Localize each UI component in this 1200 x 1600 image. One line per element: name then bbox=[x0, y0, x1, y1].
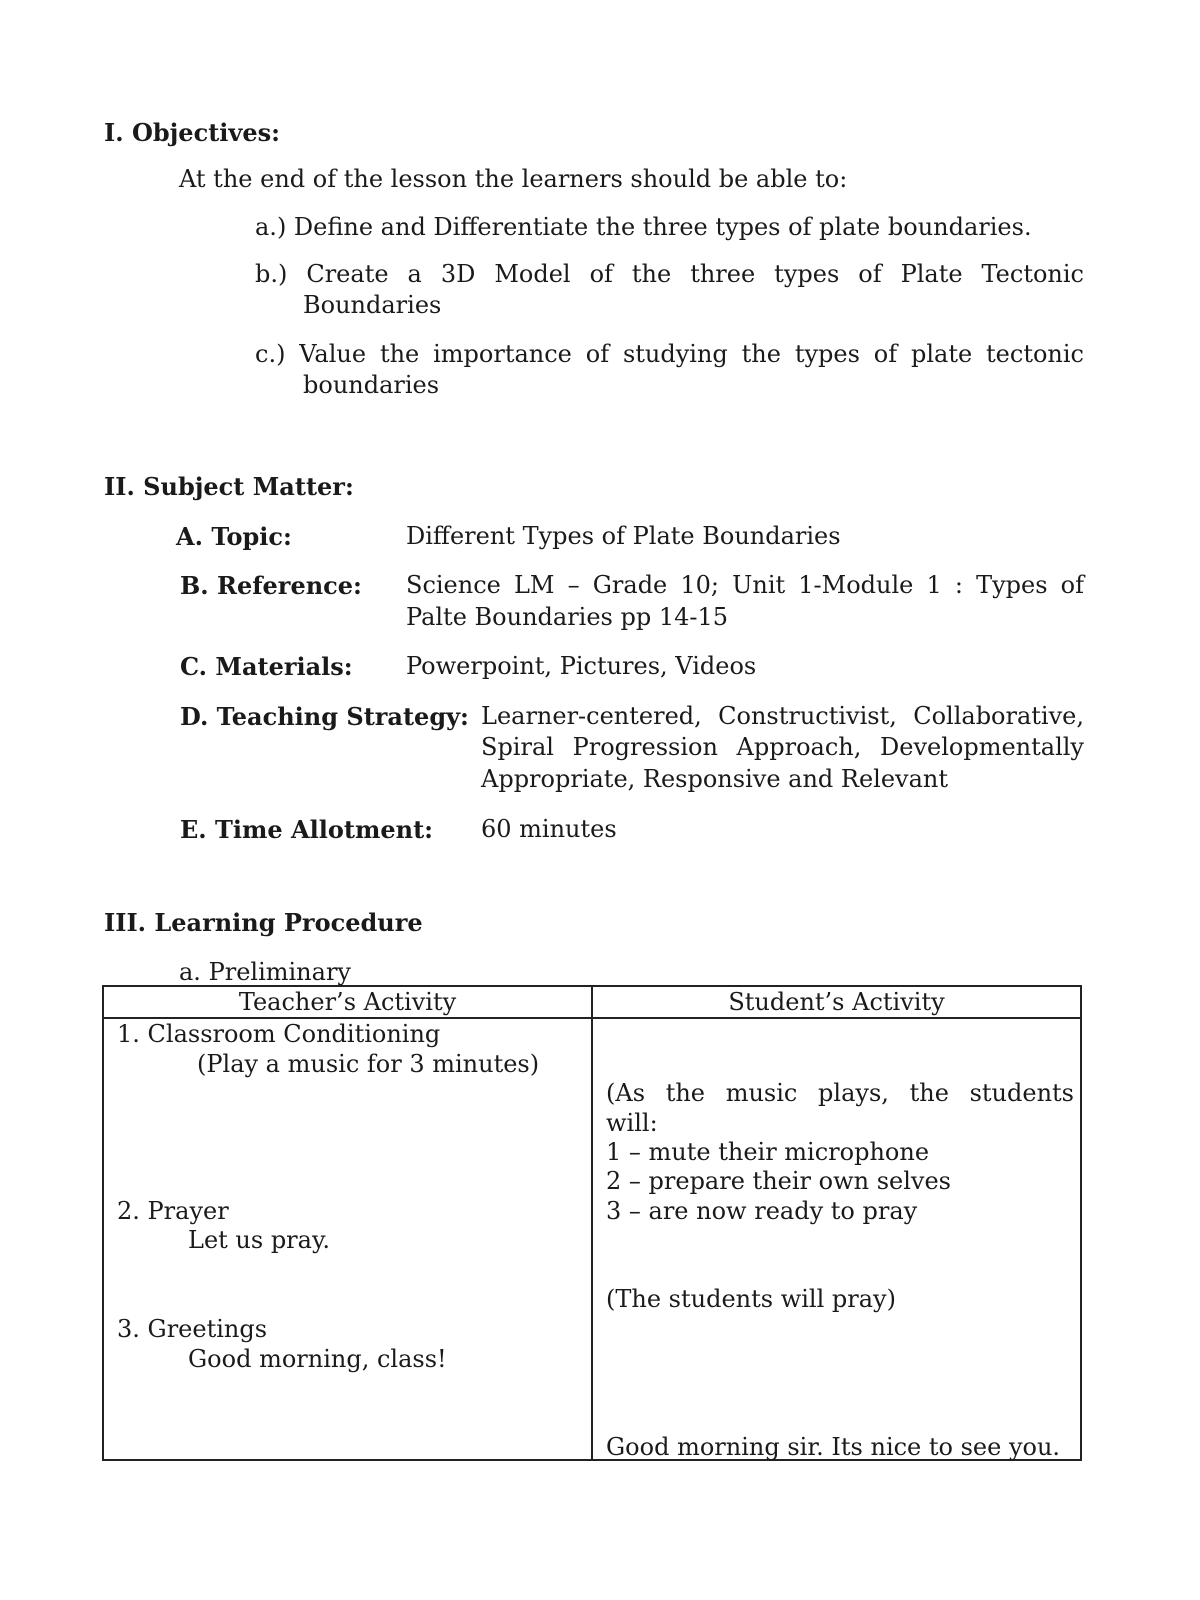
objectives-intro: At the end of the lesson the learners should be able to: bbox=[179, 165, 848, 193]
teaching-strategy-value: Learner-centered, Constructivist, Collaborative, bbox=[481, 702, 1084, 730]
objective-c-continued: boundaries bbox=[303, 371, 440, 399]
teaching-strategy-value-line3: Appropriate, Responsive and Relevant bbox=[481, 765, 949, 793]
reference-value-continued: Palte Boundaries pp 14-15 bbox=[406, 603, 729, 631]
topic-label: A. Topic: bbox=[176, 522, 292, 551]
objectives-heading: I. Objectives: bbox=[104, 118, 280, 147]
time-allotment-label: E. Time Allotment: bbox=[180, 815, 434, 844]
teaching-strategy-label: D. Teaching Strategy: bbox=[180, 702, 469, 731]
objective-b-continued: Boundaries bbox=[303, 291, 442, 319]
activity-table bbox=[102, 985, 1082, 1461]
student-greeting-response: Good morning sir. Its nice to see you. bbox=[606, 1433, 1061, 1461]
table-header-row bbox=[103, 986, 1081, 1018]
materials-label: C. Materials: bbox=[180, 652, 353, 681]
objective-c: c.) Value the importance of studying the types of plate tectonic bbox=[255, 340, 1084, 368]
teacher-item-music-detail: (Play a music for 3 minutes) bbox=[197, 1050, 540, 1078]
teacher-item-greetings-detail: Good morning, class! bbox=[188, 1345, 447, 1373]
subject-matter-heading: II. Subject Matter: bbox=[104, 472, 354, 501]
teacher-item-prayer: 2. Prayer bbox=[117, 1197, 229, 1225]
teacher-item-classroom-conditioning: 1. Classroom Conditioning bbox=[117, 1020, 441, 1048]
teacher-item-prayer-detail: Let us pray. bbox=[188, 1226, 330, 1254]
student-step-2: 2 – prepare their own selves bbox=[606, 1167, 951, 1195]
topic-value: Different Types of Plate Boundaries bbox=[406, 522, 841, 550]
objective-a: a.) Define and Differentiate the three types of plate boundaries. bbox=[255, 213, 1032, 241]
reference-label: B. Reference: bbox=[180, 571, 362, 600]
student-music-response: (As the music plays, the students bbox=[606, 1079, 1074, 1107]
objective-b: b.) Create a 3D Model of the three types of Plate Tectonic bbox=[255, 260, 1084, 288]
table-row bbox=[103, 1018, 1081, 1460]
teaching-strategy-value-line2: Spiral Progression Approach, Developmentally bbox=[481, 733, 1084, 761]
materials-value: Powerpoint, Pictures, Videos bbox=[406, 652, 757, 680]
teacher-activity-header: Teacher’s Activity bbox=[103, 986, 592, 1018]
teacher-item-greetings: 3. Greetings bbox=[117, 1315, 268, 1343]
student-activity-header: Student’s Activity bbox=[592, 986, 1081, 1018]
student-step-3: 3 – are now ready to pray bbox=[606, 1197, 918, 1225]
time-allotment-value: 60 minutes bbox=[481, 815, 617, 843]
preliminary-subheading: a. Preliminary bbox=[179, 958, 351, 986]
student-step-1: 1 – mute their microphone bbox=[606, 1138, 930, 1166]
student-music-response-continued: will: bbox=[606, 1109, 658, 1137]
learning-procedure-heading: III. Learning Procedure bbox=[104, 908, 423, 937]
student-activity-cell bbox=[592, 1018, 1081, 1460]
teacher-activity-cell bbox=[103, 1018, 592, 1460]
reference-value: Science LM – Grade 10; Unit 1-Module 1 : Types of bbox=[406, 571, 1084, 599]
student-pray-response: (The students will pray) bbox=[606, 1285, 896, 1313]
